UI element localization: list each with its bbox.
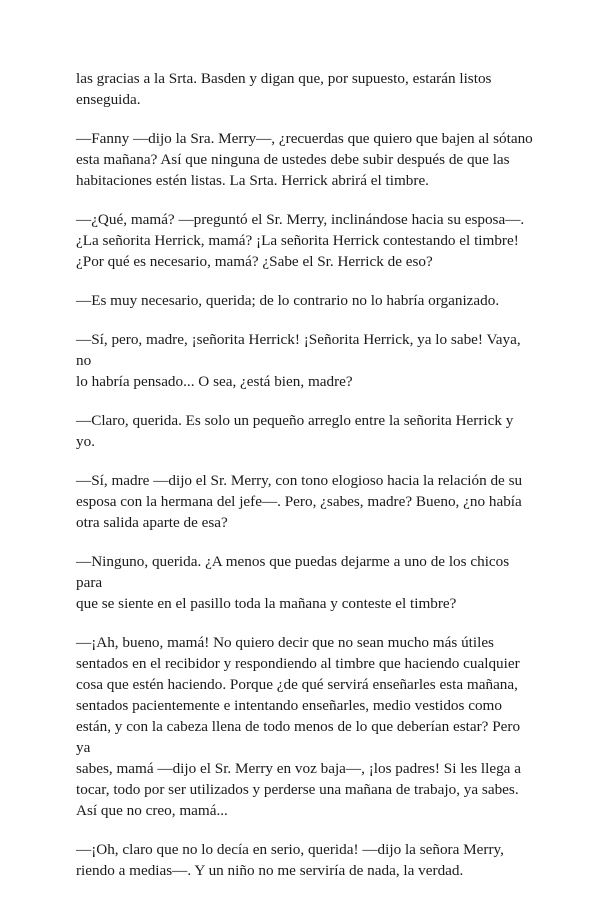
paragraph-8: —Ninguno, querida. ¿A menos que puedas dejarme a uno de los chicos para que se siente en el pasillo toda la mañana y conteste el timbre? [76,553,510,612]
paragraph-2: —Fanny —dijo la Sra. Merry—, ¿recuerdas que quiero que bajen al sótano esta mañana? Así que ninguna de ustedes debe subir después de que las habitaciones estén listas. La Srta. Herrick abrirá el timbre. [76,130,533,189]
paragraph-4: —Es muy necesario, querida; de lo contrario no lo habría organizado. [76,292,500,309]
paragraph-6: —Claro, querida. Es solo un pequeño arreglo entre la señorita Herrick y yo. [76,412,514,450]
paragraph-7: —Sí, madre —dijo el Sr. Merry, con tono elogioso hacia la relación de su esposa con la hermana del jefe—. Pero, ¿sabes, madre? Bueno, ¿no había otra salida aparte de esa? [76,472,523,531]
paragraph-10: —¡Oh, claro que no lo decía en serio, querida! —dijo la señora Merry, riendo a medias—. Y un niño no me serviría de nada, la verdad. [76,841,504,879]
paragraph-1: las gracias a la Srta. Basden y digan que, por supuesto, estarán listos enseguida. [76,70,492,108]
paragraph-9: —¡Ah, bueno, mamá! No quiero decir que no sean mucho más útiles sentados en el recibidor y respondiendo al timbre que haciendo cualquier cosa que estén haciendo. Porque ¿de qué servirá enseñarles esta mañana, sentados pacientemente e intentando enseñarles, medio vestidos como están, y con la cabeza llena de todo menos de lo que deberían estar? Pero ya sabes, mamá —dijo el Sr. Merry en voz baja—, ¡los padres! Si les llega a tocar, todo por ser utilizados y perderse una mañana de trabajo, ya sabes. Así que no creo, mamá... [76,634,521,819]
document-page [76,68,536,899]
paragraph-3: —¿Qué, mamá? —preguntó el Sr. Merry, inclinándose hacia su esposa—. ¿La señorita Herrick, mamá? ¡La señorita Herrick contestando el timbre! ¿Por qué es necesario, mamá? ¿Sabe el Sr. Herrick de eso? [76,211,525,270]
paragraph-5: —Sí, pero, madre, ¡señorita Herrick! ¡Señorita Herrick, ya lo sabe! Vaya, no lo habría pensado... O sea, ¿está bien, madre? [76,331,521,390]
